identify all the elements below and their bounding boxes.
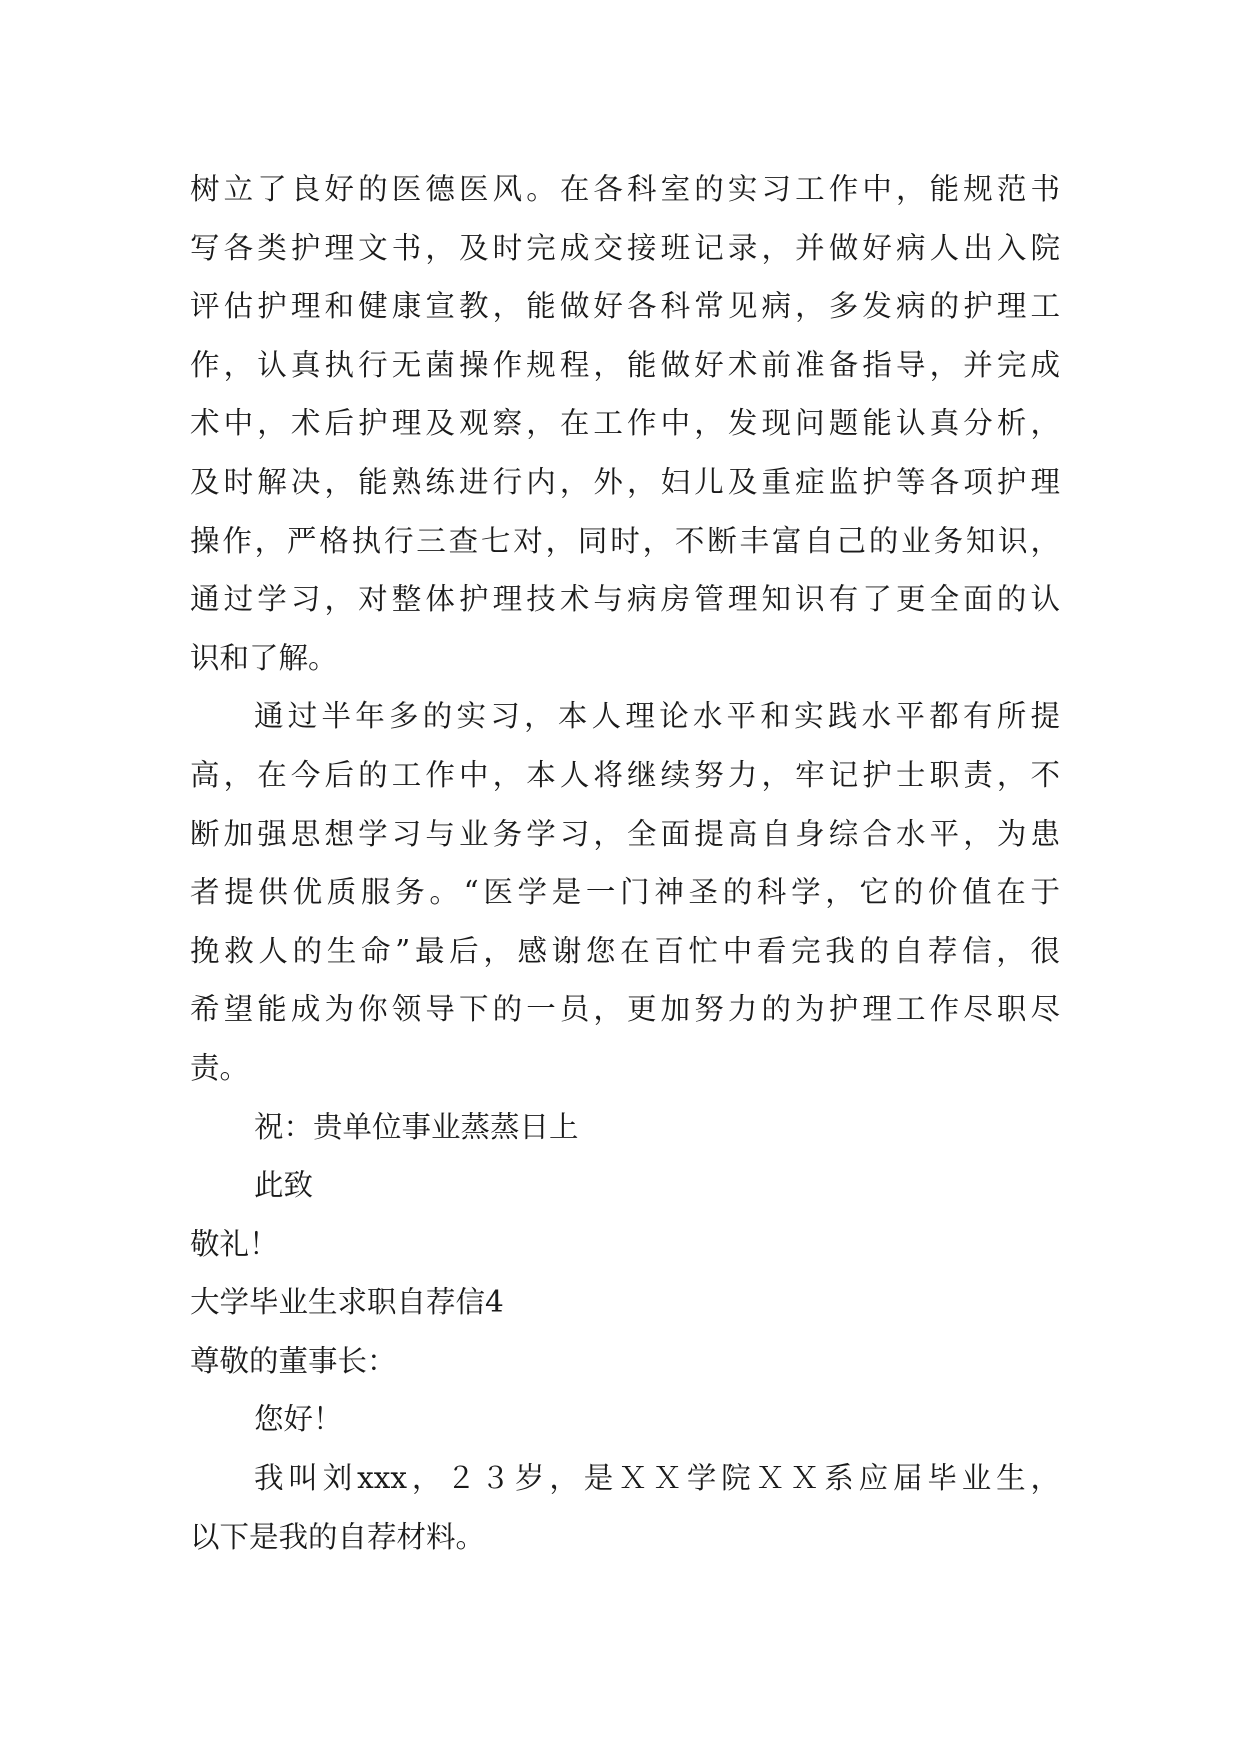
document-body (190, 160, 1060, 1566)
text-line: 及时解决，能熟练进行内，外，妇儿及重症监护等各项护理 (190, 464, 1060, 499)
addressee-line: 尊敬的董事长： (190, 1343, 397, 1378)
paragraph-3 (190, 1449, 1060, 1566)
text-line: 通过半年多的实习，本人理论水平和实践水平都有所提 (254, 699, 1060, 734)
paragraph-1 (190, 160, 1060, 687)
text-line: 作，认真执行无菌操作规程，能做好术前准备指导，并完成 (190, 347, 1060, 382)
text-line: 以下是我的自荐材料。 (190, 1519, 486, 1554)
text-line: 通过学习，对整体护理技术与病房管理知识有了更全面的认 (190, 582, 1060, 617)
text-line: 评估护理和健康宣教，能做好各科常见病，多发病的护理工 (190, 289, 1060, 324)
text-line: 我叫刘xxx，２３岁，是ＸＸ学院ＸＸ系应届毕业生， (254, 1461, 1060, 1496)
text-line: 断加强思想学习与业务学习，全面提高自身综合水平，为患 (190, 816, 1060, 851)
text-line: 写各类护理文书，及时完成交接班记录，并做好病人出入院 (190, 230, 1060, 265)
text-line: 希望能成为你领导下的一员，更加努力的为护理工作尽职尽 (190, 992, 1060, 1027)
greeting-line: 您好！ (254, 1402, 343, 1437)
wish-line: 祝：贵单位事业蒸蒸日上 (254, 1109, 579, 1144)
text-line: 挽救人的生命”最后，感谢您在百忙中看完我的自荐信，很 (190, 933, 1060, 968)
text-line: 识和了解。 (190, 640, 338, 675)
text-line: 者提供优质服务。“医学是一门神圣的科学，它的价值在于 (190, 875, 1060, 910)
salute-line: 敬礼！ (190, 1226, 279, 1261)
text-line: 责。 (190, 1050, 250, 1085)
text-line: 树立了良好的医德医风。在各科室的实习工作中，能规范书 (190, 172, 1060, 206)
closing-line: 此致 (254, 1168, 314, 1203)
text-line: 高，在今后的工作中，本人将继续努力，牢记护士职责，不 (190, 757, 1060, 792)
text-line: 操作，严格执行三查七对，同时，不断丰富自己的业务知识， (190, 523, 1060, 558)
paragraph-2 (190, 687, 1060, 1097)
text-line: 术中，术后护理及观察，在工作中，发现问题能认真分析， (190, 406, 1060, 441)
section-heading: 大学毕业生求职自荐信4 (190, 1285, 504, 1320)
